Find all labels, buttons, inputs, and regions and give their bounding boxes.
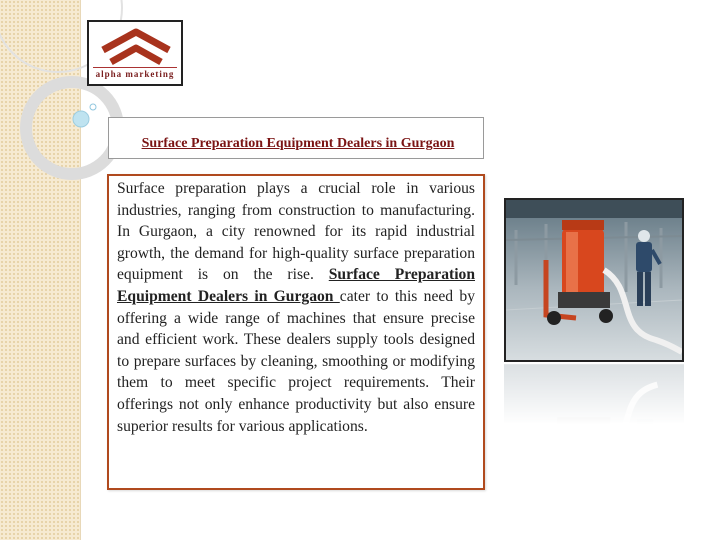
logo-text: alpha marketing: [93, 67, 177, 80]
logo-mark-icon: [97, 28, 175, 72]
company-logo: [87, 20, 183, 86]
title-box: [108, 117, 484, 159]
body-text-intro: Surface preparation plays a crucial role in various industries, ranging from construction to manufacturing. In Gurgaon, a city renowned for its rapid industrial growth, the demand for high-quality surface preparation equipment is on the rise.: [117, 180, 475, 284]
industrial-vacuum-photo: [504, 198, 684, 362]
photo-reflection: [504, 364, 684, 434]
content-box: [107, 174, 485, 490]
dealers-link[interactable]: Surface Preparation Equipment Dealers in Gurgaon: [117, 266, 476, 305]
page-title: Surface Preparation Equipment Dealers in Gurgaon: [141, 136, 455, 151]
body-text-rest: cater to this need by offering a wide range of machines that ensure precise and efficient work. These dealers supply tools designed to prepare surfaces by cleaning, smoothing or modifying them to meet specific project requirements. Their offerings not only enhance productivity but also ensure superior results for various applications.: [117, 287, 475, 435]
body-paragraph: [117, 178, 475, 437]
